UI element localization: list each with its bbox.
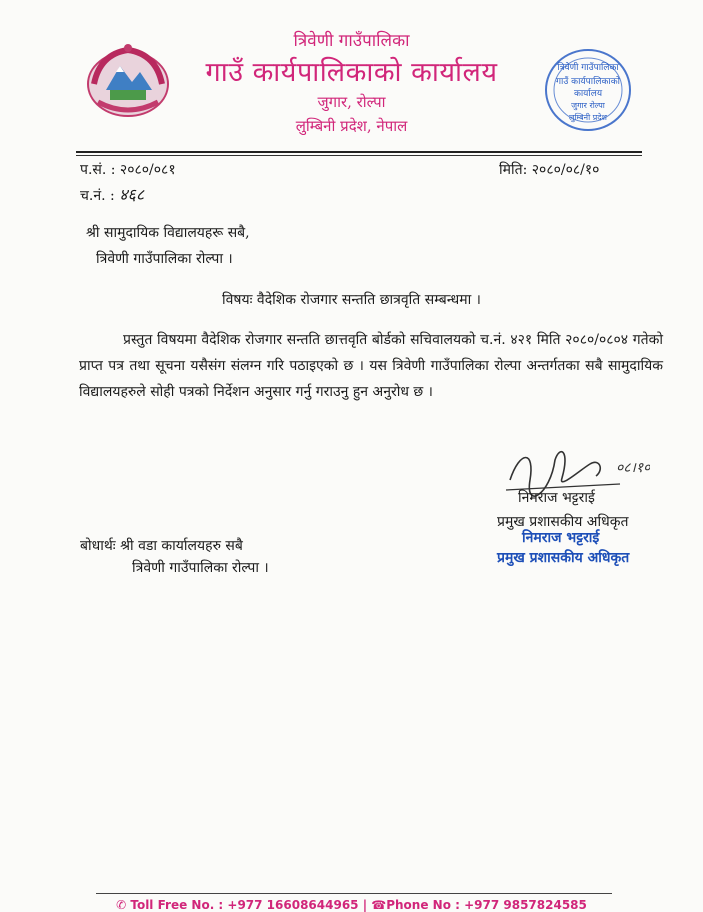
reference-number: प.सं. : २०८०/०८१ [80, 162, 176, 178]
signatory-title: प्रमुख प्रशासकीय अधिकृत [497, 514, 629, 530]
dispatch-label: च.नं. : [80, 188, 115, 204]
cc-line-1: बोधार्थः श्री वडा कार्यालयहरु सबै [80, 538, 243, 554]
letter-subject: विषयः वैदेशिक रोजगार सन्तति छात्रवृति सम्बन्धमा । [222, 292, 481, 308]
seal-line-4: जुगार रोल्पा [571, 101, 605, 110]
seal-line-3: कार्यालय [573, 89, 603, 99]
seal-line-2: गाउँ कार्यपालिकाको [555, 77, 621, 87]
signature-date: ०८।१० [616, 460, 650, 476]
seal-line-5: लुम्बिनी प्रदेश [569, 113, 607, 122]
letter-date: मिति: २०८०/०८/१० [499, 162, 600, 178]
cc-line-2: त्रिवेणी गाउँपालिका रोल्पा । [132, 560, 269, 576]
header-divider-thin [76, 155, 642, 156]
header-divider [76, 151, 642, 153]
seal-line-1: त्रिवेणी गाउँपालिका [557, 63, 619, 73]
stamp-title: प्रमुख प्रशासकीय अधिकृत [497, 550, 630, 566]
municipality-name: त्रिवेणी गाउँपालिका [293, 31, 410, 51]
letter-body: प्रस्तुत विषयमा वैदेशिक रोजगार सन्तति छात्तवृति बोर्डको सचिवालयको च.नं. ४२१ मिति २०८०/०८०४ गतेको प्राप्त पत्र तथा सूचना यसैसंग संलग्न गरि पठाइएको छ । यस त्रिवेणी गाउँपालिका रोल्पा अन्तर्गतका सबै सामुदायिक विद्यालयहरुले सोही पत्रको निर्देशन अनुसार गर्नु गराउनु हुन अनुरोध छ । [79, 332, 663, 400]
office-province: लुम्बिनी प्रदेश, नेपाल [295, 117, 408, 135]
footer-divider [96, 893, 612, 894]
office-name: गाउँ कार्यपालिकाको कार्यालय [205, 57, 498, 88]
dispatch-value: ४६८ [119, 185, 145, 204]
recipient-line-1: श्री सामुदायिक विद्यालयहरू सबै, [86, 225, 250, 241]
stamp-name: निमराज भट्टराई [522, 530, 600, 546]
signatory-name: निमराज भट्टराई [518, 490, 595, 506]
dispatch-number [80, 183, 144, 205]
office-location: जुगार, रोल्पा [317, 93, 386, 111]
recipient-line-2: त्रिवेणी गाउँपालिका रोल्पा । [96, 251, 233, 267]
office-seal [540, 44, 636, 136]
footer-contact: ✆ Toll Free No. : +977 16608644965 | ☎Phone No : +977 9857824585 [116, 898, 587, 912]
